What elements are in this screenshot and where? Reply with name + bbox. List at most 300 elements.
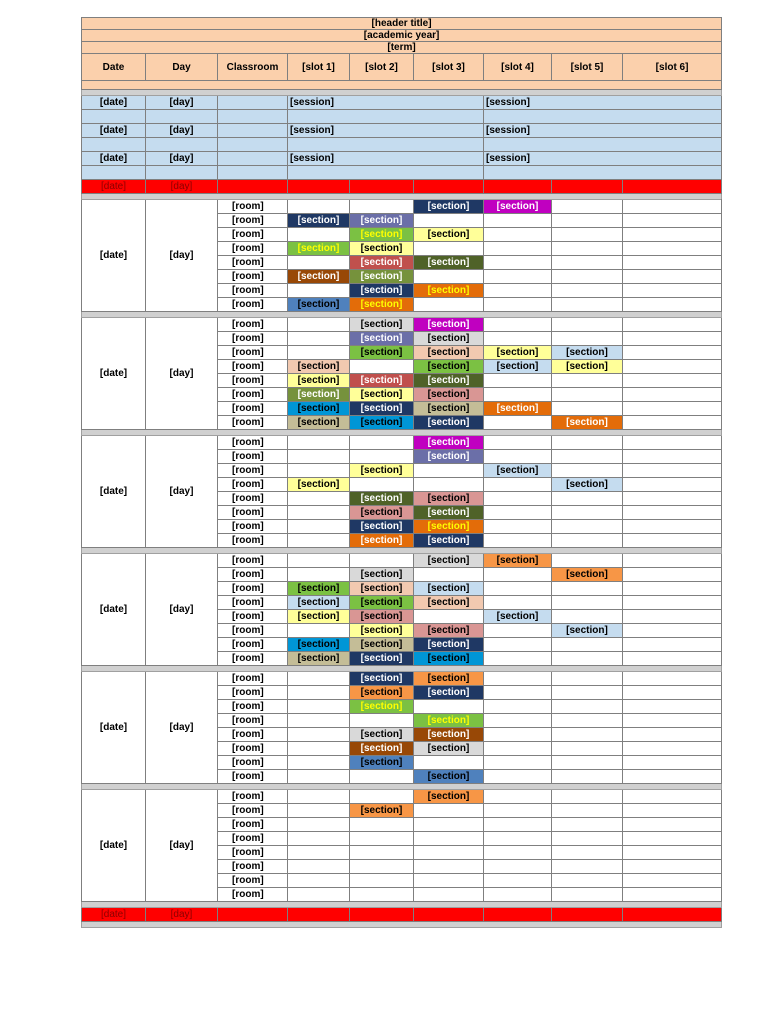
- empty-cell: [623, 492, 722, 506]
- holiday-date: [date]: [82, 180, 146, 194]
- empty-cell: [414, 610, 484, 624]
- course-cell: [section]: [288, 652, 350, 666]
- course-cell: [section]: [350, 804, 414, 818]
- event-afternoon: [session]: [484, 96, 722, 110]
- empty-cell: [414, 818, 484, 832]
- course-cell: [section]: [350, 672, 414, 686]
- course-cell: [section]: [288, 638, 350, 652]
- classroom: [room]: [218, 298, 288, 312]
- separator-row: [82, 922, 722, 928]
- day-name: [day]: [146, 318, 218, 430]
- empty-cell: [623, 270, 722, 284]
- classroom: [room]: [218, 534, 288, 548]
- empty-cell: [552, 270, 623, 284]
- course-cell: [section]: [350, 374, 414, 388]
- classroom: [room]: [218, 436, 288, 450]
- column-header: [623, 54, 722, 81]
- empty-cell: [350, 832, 414, 846]
- empty-cell: [623, 770, 722, 784]
- course-cell: [section]: [414, 228, 484, 242]
- empty-cell: [484, 874, 552, 888]
- course-cell: [section]: [350, 520, 414, 534]
- column-header: [146, 54, 218, 81]
- empty-cell: [552, 686, 623, 700]
- empty-cell: [288, 846, 350, 860]
- course-cell: [section]: [350, 568, 414, 582]
- course-cell: [section]: [414, 728, 484, 742]
- empty-cell: [414, 700, 484, 714]
- empty-cell: [552, 492, 623, 506]
- course-cell: [section]: [350, 270, 414, 284]
- course-cell: [section]: [484, 200, 552, 214]
- empty-cell: [484, 624, 552, 638]
- empty-cell: [484, 520, 552, 534]
- course-cell: [section]: [350, 332, 414, 346]
- empty-cell: [414, 478, 484, 492]
- empty-cell: [552, 534, 623, 548]
- empty-cell: [623, 298, 722, 312]
- empty-cell: [350, 860, 414, 874]
- empty-cell: [484, 756, 552, 770]
- empty-cell: [288, 464, 350, 478]
- empty-cell: [552, 770, 623, 784]
- classroom: [room]: [218, 520, 288, 534]
- empty-cell: [623, 728, 722, 742]
- course-cell: [section]: [350, 228, 414, 242]
- empty-cell: [288, 520, 350, 534]
- empty-cell: [484, 374, 552, 388]
- event-date: [date]: [82, 96, 146, 110]
- empty-cell: [552, 888, 623, 902]
- day-date: [date]: [82, 790, 146, 902]
- holiday-row: [82, 180, 722, 194]
- event-row: [82, 138, 722, 152]
- empty-cell: [414, 242, 484, 256]
- holiday-cell: [414, 180, 484, 194]
- empty-cell: [552, 672, 623, 686]
- empty-cell: [350, 714, 414, 728]
- empty-cell: [623, 742, 722, 756]
- empty-cell: [623, 256, 722, 270]
- course-cell: [section]: [484, 360, 552, 374]
- classroom: [room]: [218, 888, 288, 902]
- classroom: [room]: [218, 318, 288, 332]
- event-room: [218, 152, 288, 166]
- holiday-cell: [623, 908, 722, 922]
- event-row: [82, 96, 722, 110]
- column-header-line: [slot 4]: [501, 61, 534, 73]
- empty-cell: [623, 638, 722, 652]
- empty-cell: [288, 714, 350, 728]
- course-cell: [section]: [350, 700, 414, 714]
- empty-cell: [414, 832, 484, 846]
- event-morning: [session]: [288, 152, 484, 166]
- empty-cell: [484, 568, 552, 582]
- course-cell: [section]: [350, 256, 414, 270]
- classroom: [room]: [218, 346, 288, 360]
- empty-cell: [484, 388, 552, 402]
- course-cell: [section]: [288, 242, 350, 256]
- empty-cell: [484, 818, 552, 832]
- empty-cell: [414, 568, 484, 582]
- empty-cell: [484, 506, 552, 520]
- empty-cell: [623, 534, 722, 548]
- day-date: [date]: [82, 318, 146, 430]
- empty-cell: [623, 520, 722, 534]
- day-name: [day]: [146, 790, 218, 902]
- course-cell: [section]: [350, 534, 414, 548]
- column-header-line: [slot 5]: [570, 61, 604, 73]
- course-cell: [section]: [414, 318, 484, 332]
- empty-cell: [552, 318, 623, 332]
- empty-cell: [552, 652, 623, 666]
- course-cell: [section]: [414, 506, 484, 520]
- event-date: [date]: [82, 152, 146, 166]
- course-cell: [section]: [414, 534, 484, 548]
- event-morning: [288, 166, 484, 180]
- empty-cell: [552, 450, 623, 464]
- empty-cell: [484, 228, 552, 242]
- empty-cell: [484, 256, 552, 270]
- empty-cell: [623, 436, 722, 450]
- holiday-cell: [288, 908, 350, 922]
- course-cell: [section]: [350, 638, 414, 652]
- classroom: [room]: [218, 388, 288, 402]
- classroom: [room]: [218, 360, 288, 374]
- course-cell: [section]: [288, 596, 350, 610]
- event-day: [day]: [146, 96, 218, 110]
- empty-cell: [288, 436, 350, 450]
- empty-cell: [552, 506, 623, 520]
- course-cell: [section]: [350, 652, 414, 666]
- empty-cell: [288, 686, 350, 700]
- empty-cell: [350, 818, 414, 832]
- course-cell: [section]: [414, 652, 484, 666]
- empty-cell: [623, 672, 722, 686]
- empty-cell: [552, 832, 623, 846]
- course-cell: [section]: [350, 214, 414, 228]
- course-cell: [section]: [288, 360, 350, 374]
- empty-cell: [623, 610, 722, 624]
- empty-cell: [484, 714, 552, 728]
- course-cell: [section]: [350, 464, 414, 478]
- course-cell: [section]: [484, 554, 552, 568]
- empty-cell: [288, 492, 350, 506]
- column-header-line: [slot 2]: [365, 61, 398, 73]
- empty-cell: [484, 596, 552, 610]
- classroom: [room]: [218, 742, 288, 756]
- empty-cell: [623, 596, 722, 610]
- empty-cell: [288, 284, 350, 298]
- event-afternoon: [session]: [484, 152, 722, 166]
- course-cell: [section]: [350, 416, 414, 430]
- day-date: [date]: [82, 200, 146, 312]
- course-cell: [section]: [288, 610, 350, 624]
- classroom: [room]: [218, 874, 288, 888]
- course-cell: [section]: [350, 242, 414, 256]
- empty-cell: [552, 256, 623, 270]
- empty-cell: [552, 846, 623, 860]
- academic-year: [academic year]: [82, 30, 722, 42]
- empty-cell: [288, 346, 350, 360]
- event-room: [218, 166, 288, 180]
- empty-cell: [288, 318, 350, 332]
- empty-cell: [552, 520, 623, 534]
- empty-cell: [623, 686, 722, 700]
- course-cell: [section]: [414, 388, 484, 402]
- empty-cell: [623, 478, 722, 492]
- empty-cell: [552, 610, 623, 624]
- schedule-row: [82, 200, 722, 214]
- empty-cell: [623, 228, 722, 242]
- empty-cell: [552, 464, 623, 478]
- day-date: [date]: [82, 436, 146, 548]
- empty-cell: [623, 568, 722, 582]
- empty-cell: [552, 298, 623, 312]
- empty-cell: [552, 804, 623, 818]
- event-afternoon: [484, 110, 722, 124]
- empty-cell: [484, 638, 552, 652]
- course-cell: [section]: [288, 270, 350, 284]
- empty-cell: [484, 298, 552, 312]
- empty-cell: [484, 478, 552, 492]
- empty-cell: [552, 756, 623, 770]
- institute-title: [header title]: [82, 18, 722, 30]
- course-cell: [section]: [414, 332, 484, 346]
- course-cell: [section]: [350, 756, 414, 770]
- empty-cell: [623, 450, 722, 464]
- column-header: [82, 54, 146, 81]
- classroom: [room]: [218, 672, 288, 686]
- holiday-cell: [552, 180, 623, 194]
- course-cell: [section]: [350, 686, 414, 700]
- empty-cell: [623, 832, 722, 846]
- day-date: [date]: [82, 672, 146, 784]
- empty-cell: [288, 200, 350, 214]
- course-cell: [section]: [414, 624, 484, 638]
- course-cell: [section]: [288, 298, 350, 312]
- course-cell: [section]: [414, 492, 484, 506]
- course-cell: [section]: [414, 402, 484, 416]
- empty-cell: [552, 728, 623, 742]
- course-cell: [section]: [350, 318, 414, 332]
- classroom: [room]: [218, 506, 288, 520]
- classroom: [room]: [218, 846, 288, 860]
- classroom: [room]: [218, 596, 288, 610]
- event-row: [82, 124, 722, 138]
- empty-cell: [552, 554, 623, 568]
- holiday-day: [day]: [146, 908, 218, 922]
- classroom: [room]: [218, 686, 288, 700]
- course-cell: [section]: [552, 346, 623, 360]
- classroom: [room]: [218, 270, 288, 284]
- holiday-date: [date]: [82, 908, 146, 922]
- schedule-row: [82, 318, 722, 332]
- event-day: [146, 166, 218, 180]
- empty-cell: [623, 402, 722, 416]
- empty-cell: [484, 332, 552, 346]
- event-date: [date]: [82, 124, 146, 138]
- empty-cell: [623, 374, 722, 388]
- course-cell: [section]: [350, 610, 414, 624]
- empty-cell: [484, 686, 552, 700]
- empty-cell: [552, 596, 623, 610]
- empty-cell: [288, 742, 350, 756]
- empty-cell: [484, 492, 552, 506]
- empty-cell: [552, 860, 623, 874]
- empty-cell: [623, 818, 722, 832]
- empty-cell: [484, 700, 552, 714]
- course-cell: [section]: [414, 436, 484, 450]
- empty-cell: [288, 874, 350, 888]
- course-cell: [section]: [414, 638, 484, 652]
- holiday-row: [82, 908, 722, 922]
- classroom: [room]: [218, 464, 288, 478]
- event-room: [218, 96, 288, 110]
- empty-cell: [623, 506, 722, 520]
- course-cell: [section]: [350, 492, 414, 506]
- classroom: [room]: [218, 450, 288, 464]
- classroom: [room]: [218, 492, 288, 506]
- course-cell: [section]: [414, 790, 484, 804]
- empty-cell: [623, 804, 722, 818]
- column-header-line: [slot 1]: [302, 61, 335, 73]
- classroom: [room]: [218, 332, 288, 346]
- empty-cell: [623, 242, 722, 256]
- empty-cell: [552, 638, 623, 652]
- course-cell: [section]: [552, 416, 623, 430]
- course-cell: [section]: [350, 284, 414, 298]
- course-cell: [section]: [484, 346, 552, 360]
- empty-cell: [623, 874, 722, 888]
- empty-cell: [552, 374, 623, 388]
- classroom: [room]: [218, 624, 288, 638]
- separator-cell: [82, 922, 722, 928]
- empty-cell: [350, 846, 414, 860]
- classroom: [room]: [218, 582, 288, 596]
- empty-cell: [623, 214, 722, 228]
- day-name: [day]: [146, 554, 218, 666]
- holiday-cell: [288, 180, 350, 194]
- empty-cell: [623, 652, 722, 666]
- empty-cell: [623, 624, 722, 638]
- schedule-row: [82, 554, 722, 568]
- course-cell: [section]: [350, 346, 414, 360]
- empty-cell: [288, 256, 350, 270]
- course-cell: [section]: [414, 742, 484, 756]
- holiday-cell: [218, 180, 288, 194]
- empty-cell: [623, 582, 722, 596]
- event-date: [82, 110, 146, 124]
- day-name: [day]: [146, 672, 218, 784]
- classroom: [room]: [218, 832, 288, 846]
- event-afternoon: [484, 138, 722, 152]
- course-cell: [section]: [288, 214, 350, 228]
- event-room: [218, 138, 288, 152]
- holiday-cell: [414, 908, 484, 922]
- course-cell: [section]: [414, 770, 484, 784]
- course-cell: [section]: [484, 464, 552, 478]
- course-cell: [section]: [288, 402, 350, 416]
- column-header: [552, 54, 623, 81]
- classroom: [room]: [218, 700, 288, 714]
- holiday-cell: [552, 908, 623, 922]
- empty-cell: [350, 200, 414, 214]
- course-cell: [section]: [484, 402, 552, 416]
- empty-cell: [288, 804, 350, 818]
- course-cell: [section]: [350, 298, 414, 312]
- course-cell: [section]: [350, 506, 414, 520]
- course-cell: [section]: [552, 568, 623, 582]
- course-cell: [section]: [552, 360, 623, 374]
- holiday-day: [day]: [146, 180, 218, 194]
- empty-cell: [552, 790, 623, 804]
- event-day: [146, 138, 218, 152]
- empty-cell: [484, 804, 552, 818]
- course-cell: [section]: [350, 596, 414, 610]
- classroom: [room]: [218, 402, 288, 416]
- classroom: [room]: [218, 610, 288, 624]
- classroom: [room]: [218, 416, 288, 430]
- column-header-line: Classroom: [226, 61, 279, 73]
- course-cell: [section]: [414, 256, 484, 270]
- timetable: [81, 17, 722, 928]
- empty-cell: [623, 388, 722, 402]
- empty-cell: [552, 214, 623, 228]
- holiday-cell: [350, 908, 414, 922]
- day-date: [date]: [82, 554, 146, 666]
- empty-cell: [484, 242, 552, 256]
- empty-cell: [350, 436, 414, 450]
- empty-cell: [350, 450, 414, 464]
- column-header-line: [slot 6]: [655, 61, 689, 73]
- empty-cell: [484, 888, 552, 902]
- empty-cell: [414, 874, 484, 888]
- empty-cell: [552, 582, 623, 596]
- empty-cell: [623, 332, 722, 346]
- empty-cell: [484, 770, 552, 784]
- course-cell: [section]: [350, 388, 414, 402]
- course-cell: [section]: [414, 582, 484, 596]
- column-header: [414, 54, 484, 81]
- day-name: [day]: [146, 436, 218, 548]
- course-cell: [section]: [288, 478, 350, 492]
- course-cell: [section]: [414, 554, 484, 568]
- event-room: [218, 124, 288, 138]
- event-row: [82, 110, 722, 124]
- empty-cell: [414, 860, 484, 874]
- empty-cell: [288, 672, 350, 686]
- empty-cell: [623, 846, 722, 860]
- event-date: [82, 166, 146, 180]
- empty-cell: [623, 200, 722, 214]
- classroom: [room]: [218, 200, 288, 214]
- empty-cell: [484, 270, 552, 284]
- empty-cell: [623, 860, 722, 874]
- empty-cell: [552, 700, 623, 714]
- classroom: [room]: [218, 790, 288, 804]
- course-cell: [section]: [288, 374, 350, 388]
- empty-cell: [288, 860, 350, 874]
- schedule-row: [82, 672, 722, 686]
- event-room: [218, 110, 288, 124]
- empty-cell: [552, 242, 623, 256]
- empty-cell: [484, 742, 552, 756]
- empty-cell: [288, 790, 350, 804]
- event-row: [82, 152, 722, 166]
- empty-cell: [414, 756, 484, 770]
- empty-cell: [288, 728, 350, 742]
